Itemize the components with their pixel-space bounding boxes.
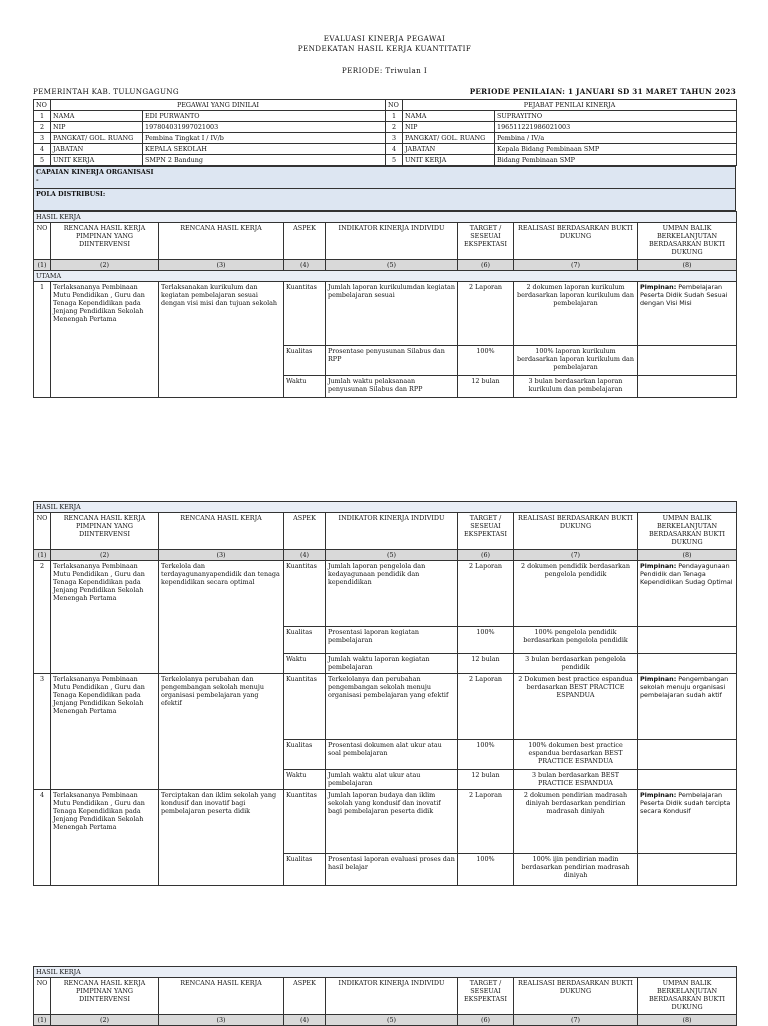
aspek-cell: Kualitas — [284, 627, 326, 654]
row-no: 1 — [34, 282, 51, 398]
identity-no: 2 — [34, 122, 51, 133]
identity-no: 4 — [386, 144, 403, 155]
col-num: (1) — [34, 550, 51, 561]
umpan-cell — [638, 674, 737, 740]
umpan-cell — [638, 376, 737, 398]
rencana-pimpinan-cell: Terlaksananya Pembinaan Mutu Pendidikan , Guru dan Tenaga Kependidikan pada Jenjang Pendidikan Sekolah Menengah Pertama — [51, 282, 159, 398]
col-num: (6) — [458, 550, 514, 561]
col-num: (3) — [159, 1015, 284, 1026]
col-num: (8) — [638, 1015, 737, 1026]
umpan-cell — [638, 790, 737, 854]
col-num: (5) — [326, 1015, 458, 1026]
meta-row — [33, 87, 736, 96]
realisasi-cell: 2 dokumen pendirian madrasah diniyah berdasarkan pendirian madrasah diniyah — [514, 790, 638, 854]
col-no: NO — [34, 223, 51, 260]
col-num: (7) — [514, 550, 638, 561]
capaian-section — [34, 167, 736, 189]
section-table — [33, 166, 736, 211]
pejabat-value: SUPRAYITNO — [495, 111, 737, 122]
pegawai-value: SMPN 2 Bandung — [143, 155, 386, 166]
hasil-kerja-band: HASIL KERJA — [34, 502, 737, 513]
identity-no: 5 — [34, 155, 51, 166]
column-header-row — [34, 978, 737, 1015]
col-rencana: RENCANA HASIL KERJA — [159, 223, 284, 260]
aspek-cell: Kuantitas — [284, 282, 326, 346]
identity-label: NAMA — [51, 111, 143, 122]
col-indikator: INDIKATOR KINERJA INDIVIDU — [326, 978, 458, 1015]
pejabat-header: PEJABAT PENILAI KINERJA — [403, 100, 737, 111]
col-realisasi: REALISASI BERDASARKAN BUKTI DUKUNG — [514, 513, 638, 550]
realisasi-cell: 3 bulan berdasarkan BEST PRACTICE ESPANDUA — [514, 770, 638, 790]
page-3 — [33, 966, 736, 1026]
hasil-kerja-table-2 — [33, 501, 737, 886]
identity-row — [34, 111, 737, 122]
aspek-cell: Waktu — [284, 654, 326, 674]
col-aspek: ASPEK — [284, 513, 326, 550]
column-header-row — [34, 513, 737, 550]
aspek-cell: Kualitas — [284, 854, 326, 886]
table-row — [34, 790, 737, 854]
col-aspek: ASPEK — [284, 978, 326, 1015]
col-aspek: ASPEK — [284, 223, 326, 260]
indikator-cell: Prosentase penyusunan Silabus dan RPP — [326, 346, 458, 376]
umpan-text: Pendayagunaan Pendidik dan Tenaga Kependidikan Sudag Optimal — [640, 562, 733, 586]
pejabat-value: 196511221986021003 — [495, 122, 737, 133]
pegawai-value: Pembina Tingkat I / IV/b — [143, 133, 386, 144]
col-num: (6) — [458, 1015, 514, 1026]
umpan-cell — [638, 770, 737, 790]
col-num: (2) — [51, 550, 159, 561]
table-row — [34, 674, 737, 740]
col-num: (3) — [159, 550, 284, 561]
col-num: (1) — [34, 1015, 51, 1026]
realisasi-cell: 3 bulan berdasarkan laporan kurikulum dan pembelajaran — [514, 376, 638, 398]
umpan-cell — [638, 561, 737, 627]
indikator-cell: Prosentasi laporan evaluasi proses dan hasil belajar — [326, 854, 458, 886]
column-number-row — [34, 550, 737, 561]
indikator-cell: Jumlah waktu pelaksanaan penyusunan Silabus dan RPP — [326, 376, 458, 398]
col-realisasi: REALISASI BERDASARKAN BUKTI DUKUNG — [514, 978, 638, 1015]
indikator-cell: Terkelolanya dan perubahan pengembangan sekolah menuju organisasi pembelajaran yang efektif — [326, 674, 458, 740]
umpan-cell — [638, 854, 737, 886]
identity-label: JABATAN — [51, 144, 143, 155]
pegawai-header: PEGAWAI YANG DINILAI — [51, 100, 386, 111]
col-num: (8) — [638, 260, 737, 271]
identity-no: 2 — [386, 122, 403, 133]
rencana-pimpinan-cell: Terlaksananya Pembinaan Mutu Pendidikan , Guru dan Tenaga Kependidikan pada Jenjang Pendidikan Sekolah Menengah Pertama — [51, 674, 159, 790]
target-cell: 100% — [458, 740, 514, 770]
capaian-value: - — [36, 176, 39, 184]
indikator-cell: Jumlah laporan kurikulumdan kegiatan pembelajaran sesuai — [326, 282, 458, 346]
identity-no: 5 — [386, 155, 403, 166]
col-no: NO — [34, 513, 51, 550]
identity-label: UNIT KERJA — [51, 155, 143, 166]
identity-row — [34, 144, 737, 155]
umpan-label: Pimpinan: — [640, 791, 677, 799]
identity-no: 3 — [34, 133, 51, 144]
target-cell: 2 Laporan — [458, 674, 514, 740]
col-no: NO — [34, 978, 51, 1015]
identity-row — [34, 133, 737, 144]
umpan-label: Pimpinan: — [640, 562, 677, 570]
pola-label: POLA DISTRIBUSI: — [36, 190, 106, 198]
col-umpan: UMPAN BALIK BERKELANJUTAN BERDASARKAN BUKTI DUKUNG — [638, 223, 737, 260]
realisasi-cell: 3 bulan berdasarkan pengelola pendidik — [514, 654, 638, 674]
col-num: (2) — [51, 260, 159, 271]
doc-title: EVALUASI KINERJA PEGAWAI — [323, 34, 446, 43]
col-target: TARGET / SESEUAI EKSPEKTASI — [458, 978, 514, 1015]
hasil-kerja-table-1 — [33, 211, 737, 398]
indikator-cell: Jumlah laporan budaya dan iklim sekolah yang kondusif dan inovatif bagi pembelajaran peserta didik — [326, 790, 458, 854]
page-1 — [33, 34, 736, 398]
target-cell: 12 bulan — [458, 376, 514, 398]
umpan-label: Pimpinan: — [640, 675, 677, 683]
periode-penilaian-label: PERIODE PENILAIAN: 1 JANUARI SD 31 MARET TAHUN 2023 — [469, 87, 736, 96]
target-cell: 2 Laporan — [458, 790, 514, 854]
page-2 — [33, 501, 736, 886]
col-num: (7) — [514, 1015, 638, 1026]
pegawai-value: EDI PURWANTO — [143, 111, 386, 122]
col-target: TARGET / SESEUAI EKSPEKTASI — [458, 223, 514, 260]
indikator-cell: Prosentasi laporan kegiatan pembelajaran — [326, 627, 458, 654]
umpan-cell — [638, 346, 737, 376]
col-num: (4) — [284, 1015, 326, 1026]
table-row — [34, 561, 737, 627]
umpan-cell — [638, 627, 737, 654]
target-cell: 100% — [458, 346, 514, 376]
col-num: (2) — [51, 1015, 159, 1026]
target-cell: 2 Laporan — [458, 282, 514, 346]
target-cell: 100% — [458, 854, 514, 886]
identity-label: PANGKAT/ GOL. RUANG — [51, 133, 143, 144]
identity-no: 3 — [386, 133, 403, 144]
column-number-row — [34, 260, 737, 271]
identity-no: 4 — [34, 144, 51, 155]
col-umpan: UMPAN BALIK BERKELANJUTAN BERDASARKAN BUKTI DUKUNG — [638, 513, 737, 550]
indikator-cell: Prosentasi dokumen alat ukur atau soal pembelajaran — [326, 740, 458, 770]
target-cell: 2 Laporan — [458, 561, 514, 627]
pegawai-value: KEPALA SEKOLAH — [143, 144, 386, 155]
col-num: (6) — [458, 260, 514, 271]
target-cell: 12 bulan — [458, 654, 514, 674]
pejabat-value: Bidang Pembinaan SMP — [495, 155, 737, 166]
target-cell: 100% — [458, 627, 514, 654]
aspek-cell: Kualitas — [284, 346, 326, 376]
identity-label: PANGKAT/ GOL. RUANG — [403, 133, 495, 144]
aspek-cell: Kuantitas — [284, 674, 326, 740]
col-num: (4) — [284, 550, 326, 561]
col-num: (3) — [159, 260, 284, 271]
indikator-cell: Jumlah waktu alat ukur atau pembelajaran — [326, 770, 458, 790]
identity-table — [33, 99, 737, 166]
umpan-label: Pimpinan: — [640, 283, 677, 291]
utama-band: UTAMA — [34, 271, 737, 282]
realisasi-cell: 100% pengelola pendidik berdasarkan pengelola pendidik — [514, 627, 638, 654]
col-indikator: INDIKATOR KINERJA INDIVIDU — [326, 223, 458, 260]
col-num: (4) — [284, 260, 326, 271]
table-row — [34, 282, 737, 346]
row-no: 2 — [34, 561, 51, 674]
pejabat-value: Kepala Bidang Pembinaan SMP — [495, 144, 737, 155]
realisasi-cell: 2 Dokumen best practice espandua berdasarkan BEST PRACTICE ESPANDUA — [514, 674, 638, 740]
column-header-row — [34, 223, 737, 260]
aspek-cell: Waktu — [284, 770, 326, 790]
pejabat-value: Pembina / IV/a — [495, 133, 737, 144]
umpan-text: Pembelajaran Peserta Didik sudah tercipta secara Kondusif — [640, 791, 731, 815]
aspek-cell: Kuantitas — [284, 790, 326, 854]
col-num: (8) — [638, 550, 737, 561]
umpan-text: Pengembangan sekolah menuju organisasi pembelajaran sudah aktif — [640, 675, 729, 699]
col-rencana-pimpinan: RENCANA HASIL KERJA PIMPINAN YANG DIINTERVENSI — [51, 978, 159, 1015]
umpan-cell — [638, 654, 737, 674]
umpan-cell — [638, 282, 737, 346]
col-indikator: INDIKATOR KINERJA INDIVIDU — [326, 513, 458, 550]
identity-label: NAMA — [403, 111, 495, 122]
pegawai-value: 197804031997021003 — [143, 122, 386, 133]
capaian-label: CAPAIAN KINERJA ORGANISASI — [36, 168, 154, 176]
umpan-text: Pembelajaran Peserta Didik Sudah Sesuai dengan Visi Misi — [640, 283, 728, 307]
col-rencana: RENCANA HASIL KERJA — [159, 978, 284, 1015]
umpan-cell — [638, 740, 737, 770]
col-rencana-pimpinan: RENCANA HASIL KERJA PIMPINAN YANG DIINTERVENSI — [51, 223, 159, 260]
rencana-cell: Terkelola dan terdayagunanyapendidik dan tenaga kependidikan secara optimal — [159, 561, 284, 674]
hasil-kerja-band: HASIL KERJA — [34, 212, 737, 223]
identity-row — [34, 155, 737, 166]
identity-header — [34, 100, 737, 111]
rencana-pimpinan-cell: Terlaksananya Pembinaan Mutu Pendidikan , Guru dan Tenaga Kependidikan pada Jenjang Pendidikan Sekolah Menengah Pertama — [51, 561, 159, 674]
col-num: (5) — [326, 550, 458, 561]
realisasi-cell: 100% laporan kurikulum berdasarkan laporan kurikulum dan pembelajaran — [514, 346, 638, 376]
rencana-cell: Terkelolanya perubahan dan pengembangan sekolah menuju organisasi pembelajaran yang efektif — [159, 674, 284, 790]
identity-label: UNIT KERJA — [403, 155, 495, 166]
col-num: (1) — [34, 260, 51, 271]
rencana-pimpinan-cell: Terlaksananya Pembinaan Mutu Pendidikan , Guru dan Tenaga Kependidikan pada Jenjang Pendidikan Sekolah Menengah Pertama — [51, 790, 159, 886]
indikator-cell: Jumlah laporan pengelola dan kedayagunaan pendidik dan kependidikan — [326, 561, 458, 627]
identity-label: NIP — [51, 122, 143, 133]
aspek-cell: Waktu — [284, 376, 326, 398]
identity-label: NIP — [403, 122, 495, 133]
identity-no: 1 — [34, 111, 51, 122]
target-cell: 12 bulan — [458, 770, 514, 790]
doc-subtitle: PENDEKATAN HASIL KERJA KUANTITATIF — [297, 44, 472, 53]
rencana-cell: Terlaksanakan kurikulum dan kegiatan pembelajaran sesuai dengan visi misi dan tujuan sekolah — [159, 282, 284, 398]
aspek-cell: Kualitas — [284, 740, 326, 770]
indikator-cell: Jumlah waktu laporan kegiatan pembelajaran — [326, 654, 458, 674]
pola-section — [34, 189, 736, 211]
identity-no-header-2: NO — [386, 100, 403, 111]
identity-row — [34, 122, 737, 133]
col-rencana: RENCANA HASIL KERJA — [159, 513, 284, 550]
hasil-kerja-table-3 — [33, 966, 737, 1026]
pemerintah-label: PEMERINTAH KAB. TULUNGAGUNG — [33, 87, 179, 96]
col-num: (7) — [514, 260, 638, 271]
col-target: TARGET / SESEUAI EKSPEKTASI — [458, 513, 514, 550]
identity-no: 1 — [386, 111, 403, 122]
rencana-cell: Terciptakan dan iklim sekolah yang kondusif dan inovatif bagi pembelajaran peserta didik — [159, 790, 284, 886]
identity-no-header: NO — [34, 100, 51, 111]
periode-label: PERIODE: Triwulan I — [341, 66, 428, 75]
row-no: 4 — [34, 790, 51, 886]
realisasi-cell: 100% dokumen best practice espandua berdasarkan BEST PRACTICE ESPANDUA — [514, 740, 638, 770]
realisasi-cell: 2 dokumen pendidik berdasarkan pengelola pendidik — [514, 561, 638, 627]
aspek-cell: Kuantitas — [284, 561, 326, 627]
col-rencana-pimpinan: RENCANA HASIL KERJA PIMPINAN YANG DIINTERVENSI — [51, 513, 159, 550]
col-umpan: UMPAN BALIK BERKELANJUTAN BERDASARKAN BUKTI DUKUNG — [638, 978, 737, 1015]
col-realisasi: REALISASI BERDASARKAN BUKTI DUKUNG — [514, 223, 638, 260]
realisasi-cell: 2 dokumen laporan kurikulum berdasarkan laporan kurikulum dan pembelajaran — [514, 282, 638, 346]
col-num: (5) — [326, 260, 458, 271]
identity-label: JABATAN — [403, 144, 495, 155]
row-no: 3 — [34, 674, 51, 790]
hasil-kerja-band: HASIL KERJA — [34, 967, 737, 978]
realisasi-cell: 100% ijin pendirian madin berdasarkan pendirian madrasah diniyah — [514, 854, 638, 886]
